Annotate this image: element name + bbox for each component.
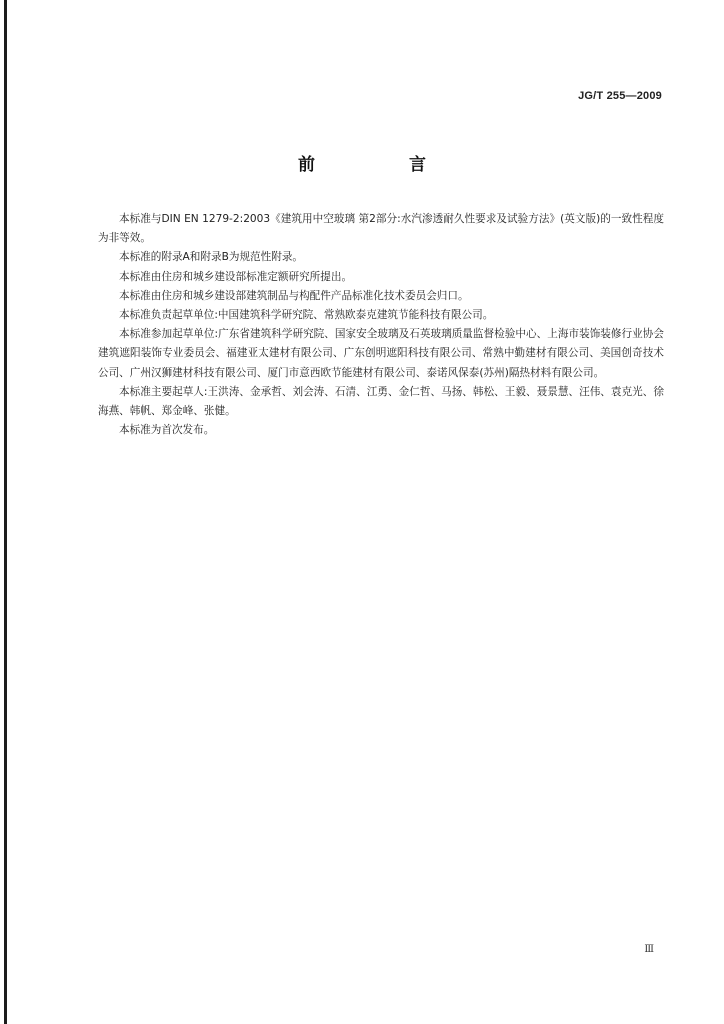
paragraph-lead-drafter: 本标准负责起草单位:中国建筑科学研究院、常熟欧泰克建筑节能科技有限公司。 bbox=[119, 309, 494, 322]
paragraph-main-drafters: 本标准主要起草人:王洪涛、金承哲、刘会涛、石清、江勇、金仁哲、马扬、韩松、王毅、聂景慧、汪伟、袁克光、徐海燕、韩帆、郑金峰、张健。 bbox=[98, 385, 664, 418]
paragraph-equivalence: 本标准与DIN EN 1279-2:2003《建筑用中空玻璃 第2部分:水汽渗透耐久性要求及试验方法》(英文版)的一致性程度为非等效。 bbox=[98, 213, 664, 245]
paragraph-first-release: 本标准为首次发布。 bbox=[119, 424, 215, 437]
paragraph-proposer: 本标准由住房和城乡建设部标准定额研究所提出。 bbox=[119, 270, 353, 283]
paragraph-appendix: 本标准的附录A和附录B为规范性附录。 bbox=[119, 251, 304, 264]
standard-code: JG/T 255—2009 bbox=[578, 90, 662, 102]
paragraph-administrator: 本标准由住房和城乡建设部建筑制品与构配件产品标准化技术委员会归口。 bbox=[119, 289, 469, 302]
page-number: Ⅲ bbox=[644, 944, 654, 955]
page-title: 前 言 bbox=[298, 155, 470, 175]
foreword-body bbox=[98, 210, 664, 440]
paragraph-participating-drafters: 本标准参加起草单位:广东省建筑科学研究院、国家安全玻璃及石英玻璃质量监督检验中心、上海市装饰装修行业协会建筑遮阳装饰专业委员会、福建亚太建材有限公司、广东创明遮阳科技有限公司、常熟中勤建材有限公司、美国创奇技术公司、广州汉狮建材科技有限公司、厦门市意西欧节能建材有限公司、泰诺风保泰(苏州)隔热材料有限公司。 bbox=[98, 328, 664, 379]
